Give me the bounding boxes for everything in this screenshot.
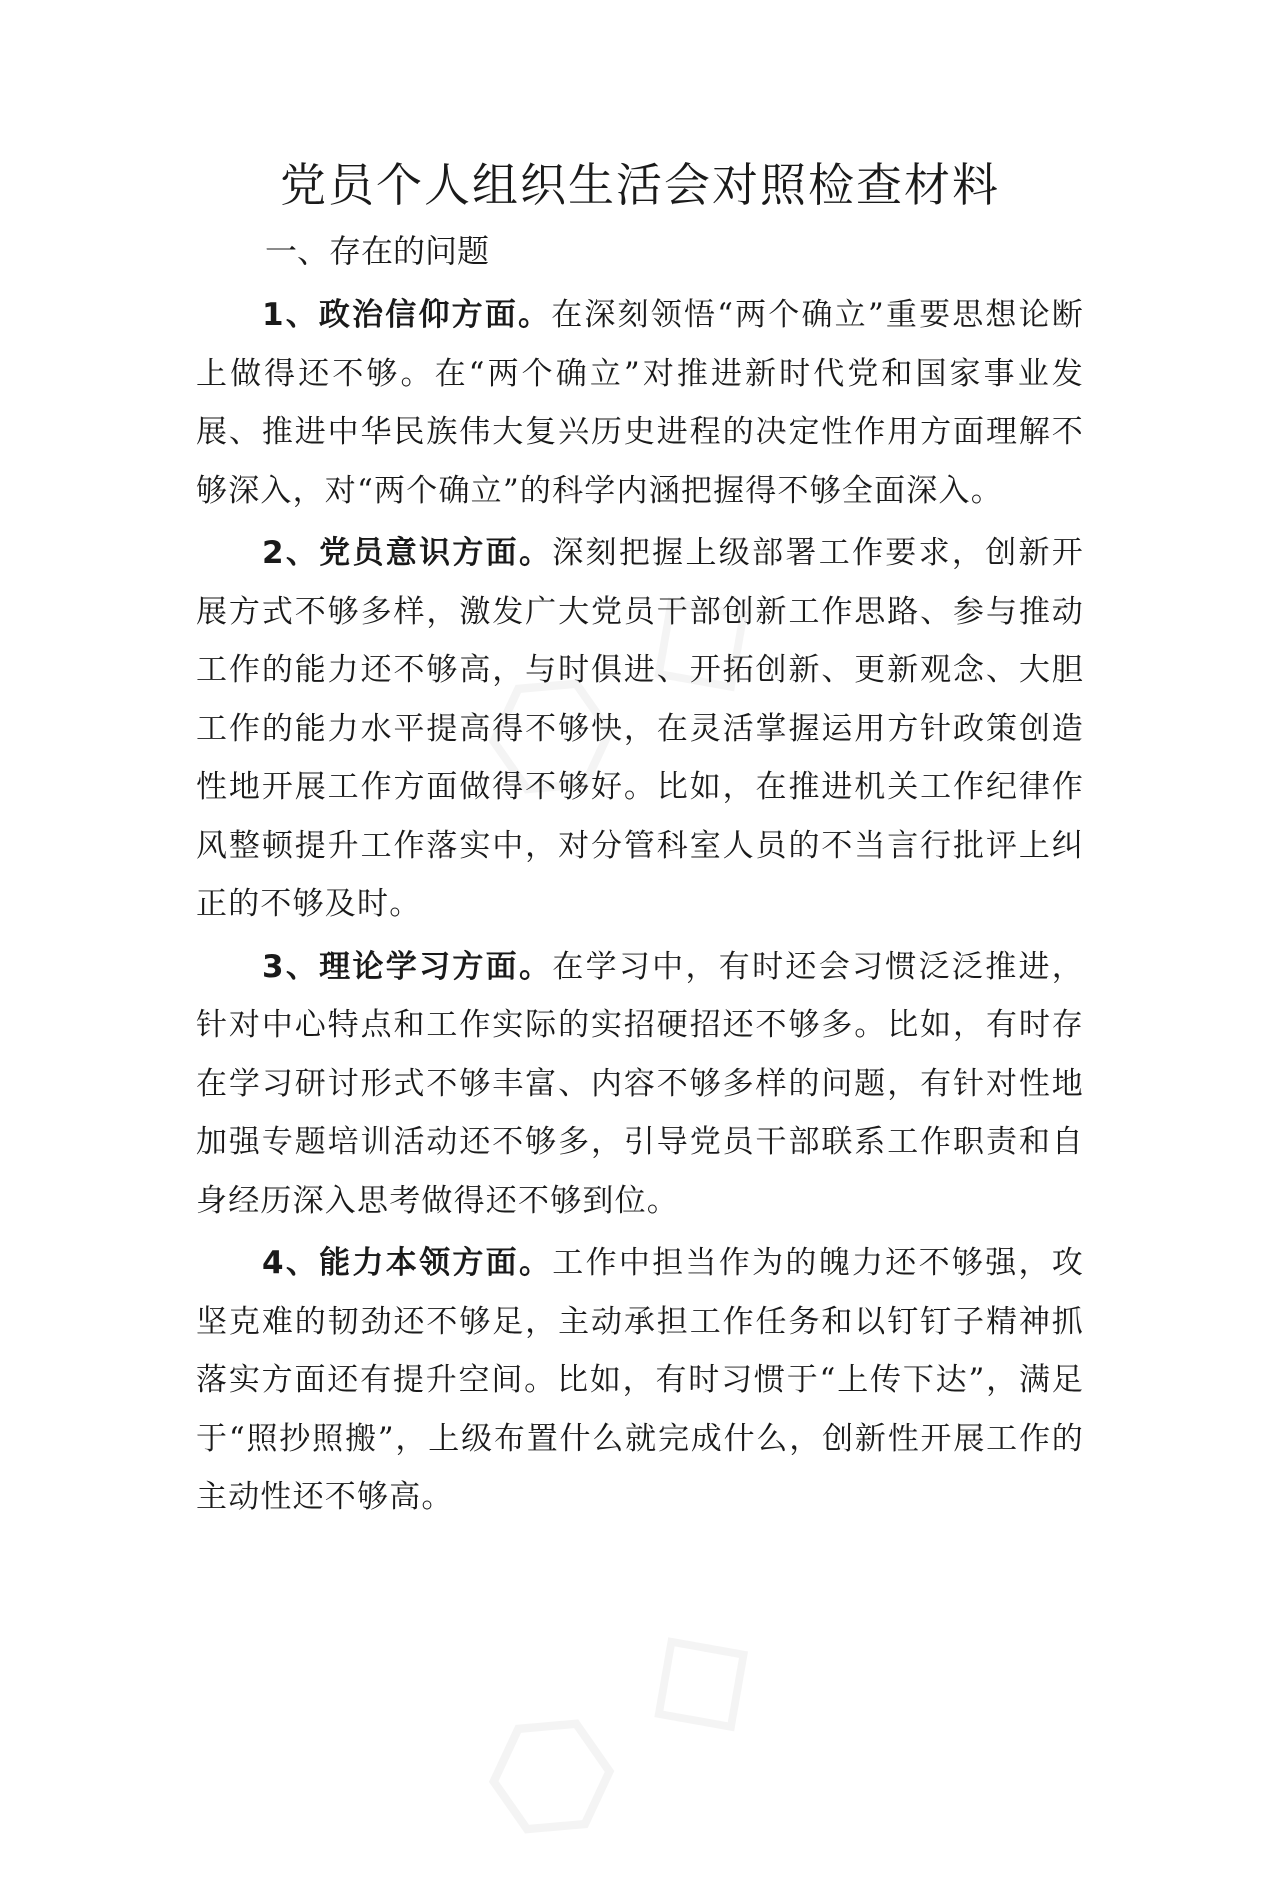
page-title: 党员个人组织生活会对照检查材料 xyxy=(280,158,1000,212)
paragraph-lead: 4、能力本领方面。 xyxy=(262,1245,553,1281)
paragraph-ability xyxy=(196,1234,1084,1527)
paragraph-lead: 2、党员意识方面。 xyxy=(262,535,553,571)
paragraph-theory-study xyxy=(196,938,1084,1231)
paragraph-lead: 1、政治信仰方面。 xyxy=(262,297,552,333)
paragraph-lead: 3、理论学习方面。 xyxy=(262,948,553,985)
watermark xyxy=(447,1570,791,1884)
paragraph-text: 在学习中，有时还会习惯泛泛推进，针对中心特点和工作实际的实招硬招还不够多。比如，有时存在学习研讨形式不够丰富、内容不够多样的问题，有针对性地加强专题培训活动还不够多，引导党员干部联系工作职责和自身经历深入思考做得还不够到位。 xyxy=(196,948,1084,1219)
paragraph-political-belief xyxy=(196,286,1084,520)
paragraph-party-awareness xyxy=(196,524,1084,934)
paragraph-text: 在深刻领悟“两个确立”重要思想论断上做得还不够。在“两个确立”对推进新时代党和国家事业发展、推进中华民族伟大复兴历史进程的决定性作用方面理解不够深入，对“两个确立”的科学内涵把握得不够全面深入。 xyxy=(196,297,1084,509)
paragraph-text: 深刻把握上级部署工作要求，创新开展方式不够多样，激发广大党员干部创新工作思路、参与推动工作的能力还不够高，与时俱进、开拓创新、更新观念、大胆工作的能力水平提高得不够快，在灵活掌握运用方针政策创造性地开展工作方面做得不够好。比如，在推进机关工作纪律作风整顿提升工作落实中，对分管科室人员的不当言行批评上纠正的不够及时。 xyxy=(196,535,1084,922)
section-heading: 一、存在的问题 xyxy=(265,232,490,270)
document-body xyxy=(196,286,1084,1531)
paragraph-text: 工作中担当作为的魄力还不够强，攻坚克难的韧劲还不够足，主动承担工作任务和以钉钉子精神抓落实方面还有提升空间。比如，有时习惯于“上传下达”，满足于“照抄照搬”，上级布置什么就完成什么，创新性开展工作的主动性还不够高。 xyxy=(196,1245,1084,1515)
